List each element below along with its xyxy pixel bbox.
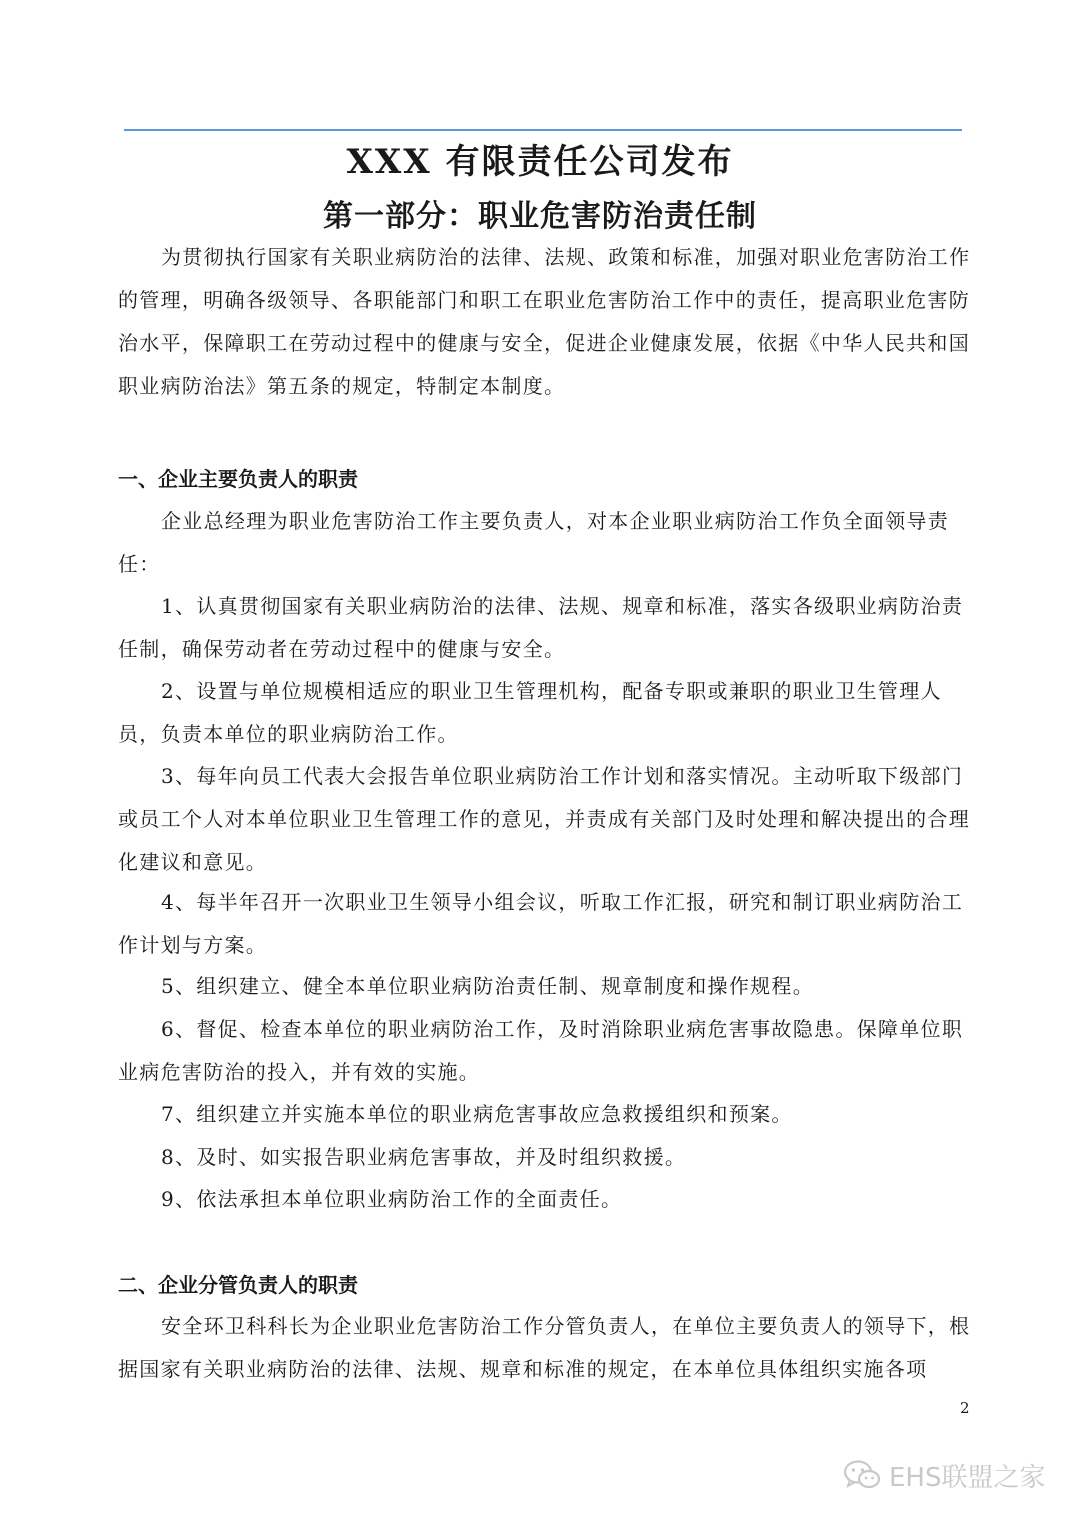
list-item: 4、每半年召开一次职业卫生领导小组会议，听取工作汇报，研究和制订职业病防治工作计划与方案。 xyxy=(118,890,964,957)
document-title: XXX 有限责任公司发布 xyxy=(346,142,734,182)
document-subtitle: 第一部分：职业危害防治责任制 xyxy=(323,199,757,234)
intro-paragraph: 为贯彻执行国家有关职业病防治的法律、法规、政策和标准，加强对职业危害防治工作的管理，明确各级领导、各职能部门和职工在职业危害防治工作中的责任，提高职业危害防治水平，保障职工在劳动过程中的健康与安全，促进企业健康发展，依据《中华人民共和国职业病防治法》第五条的规定，特制定本制度。 xyxy=(118,245,971,398)
section-heading-2: 二、企业分管负责人的职责 xyxy=(118,1273,358,1297)
list-item: 5、组织建立、健全本单位职业病防治责任制、规章制度和操作规程。 xyxy=(161,974,815,998)
section-heading-1: 一、企业主要负责人的职责 xyxy=(118,467,358,491)
list-item: 8、及时、如实报告职业病危害事故，并及时组织救援。 xyxy=(161,1145,687,1169)
section-1-lead: 企业总经理为职业危害防治工作主要负责人，对本企业职业病防治工作负全面领导责任： xyxy=(118,509,950,576)
section-2-lead: 安全环卫科科长为企业职业危害防治工作分管负责人，在单位主要负责人的领导下，根据国家有关职业病防治的法律、法规、规章和标准的规定，在本单位具体组织实施各项 xyxy=(118,1314,971,1381)
watermark-text: EHS联盟之家 xyxy=(889,1462,1046,1493)
list-item: 1、认真贯彻国家有关职业病防治的法律、法规、规章和标准，落实各级职业病防治责任制，确保劳动者在劳动过程中的健康与安全。 xyxy=(118,594,964,661)
wechat-icon xyxy=(843,1459,881,1491)
list-item: 9、依法承担本单位职业病防治工作的全面责任。 xyxy=(161,1187,623,1211)
page-number: 2 xyxy=(960,1399,970,1417)
header-rule xyxy=(124,129,962,131)
list-item: 6、督促、检查本单位的职业病防治工作，及时消除职业病危害事故隐患。保障单位职业病危害防治的投入，并有效的实施。 xyxy=(118,1017,964,1084)
list-item: 3、每年向员工代表大会报告单位职业病防治工作计划和落实情况。主动听取下级部门或员工个人对本单位职业卫生管理工作的意见，并责成有关部门及时处理和解决提出的合理化建议和意见。 xyxy=(118,764,970,874)
list-item: 2、设置与单位规模相适应的职业卫生管理机构，配备专职或兼职的职业卫生管理人员，负责本单位的职业病防治工作。 xyxy=(118,679,942,746)
list-item: 7、组织建立并实施本单位的职业病危害事故应急救援组织和预案。 xyxy=(161,1102,793,1126)
watermark xyxy=(843,1455,1045,1495)
